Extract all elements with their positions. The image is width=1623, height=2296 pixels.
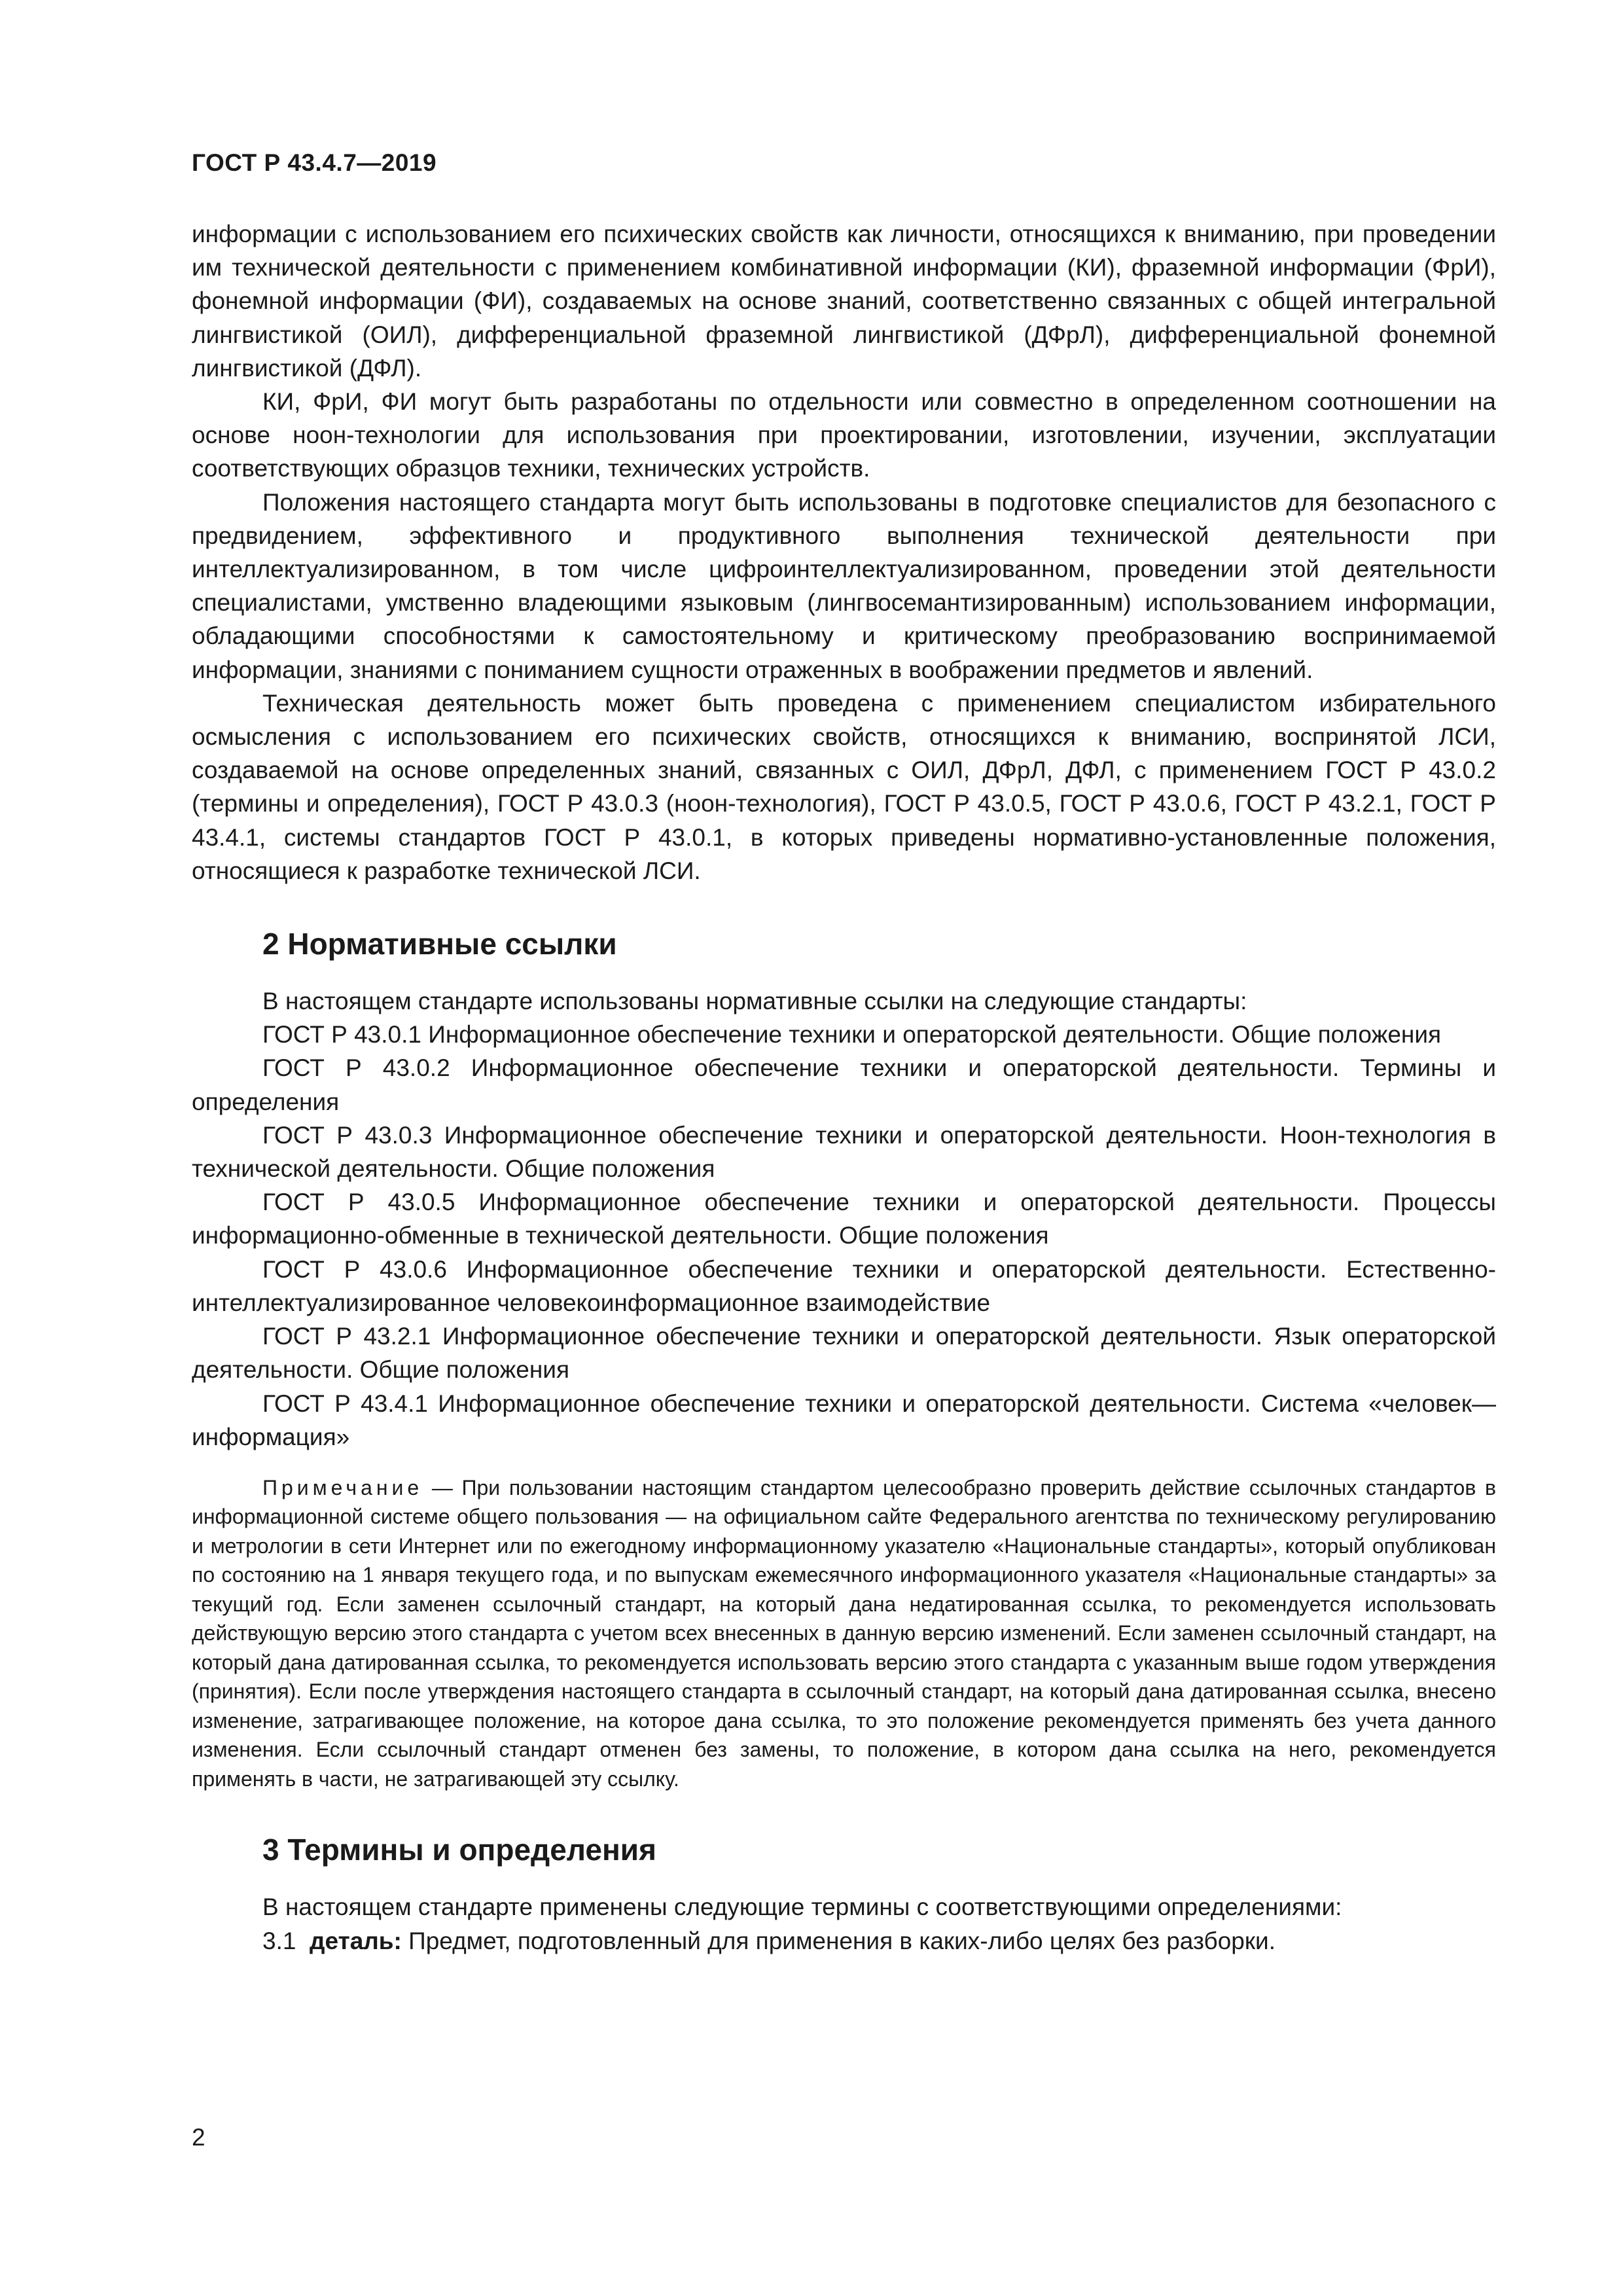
note (192, 1473, 1496, 1794)
term-definition-text: Предмет, подготовленный для применения в каких-либо целях без разборки. (401, 1927, 1275, 1954)
intro-paragraph-3: Положения настоящего стандарта могут быть использованы в подготовке специалистов для безопасного с предвидением, эффективного и продуктивного выполнения технической деятельности при интеллектуализированном, в том числе цифроинтеллектуализированном, проведении этой деятельности специалистами, умственно владеющими языковым (лингвосемантизированным) использованием информации, обладающими способностями к самостоятельному и критическому преобразованию воспринимаемой информации, знаниями с пониманием сущности отраженных в воображении предметов и явлений. (192, 488, 1496, 683)
note-label: Примечание (262, 1475, 423, 1499)
reference-item: ГОСТ Р 43.0.2 Информационное обеспечение техники и операторской деятельности. Термины и определения (192, 1054, 1496, 1115)
page-number: 2 (192, 2124, 205, 2151)
reference-item: ГОСТ Р 43.4.1 Информационное обеспечение техники и операторской деятельности. Система «человек—информация» (192, 1390, 1496, 1450)
reference-item: ГОСТ Р 43.0.1 Информационное обеспечение техники и операторской деятельности. Общие положения (262, 1021, 1442, 1049)
reference-item: ГОСТ Р 43.0.6 Информационное обеспечение техники и операторской деятельности. Естественно-интеллектуализированное человекоинформационное взаимодействие (192, 1255, 1496, 1316)
intro-paragraph-4: Техническая деятельность может быть проведена с применением специалистом избирательного осмысления с использованием его психических свойств, относящихся к вниманию, воспринятой ЛСИ, создаваемой на основе определенных знаний, связанных с ОИЛ, ДФрЛ, ДФЛ, с применением ГОСТ Р 43.0.2 (термины и определения), ГОСТ Р 43.0.3 (ноон-технология), ГОСТ Р 43.0.5, ГОСТ Р 43.0.6, ГОСТ Р 43.2.1, ГОСТ Р 43.4.1, системы стандартов ГОСТ Р 43.0.1, в которых приведены нормативно-установленные положения, относящиеся к разработке технической ЛСИ. (192, 689, 1496, 884)
section-2-heading: 2 Нормативные ссылки (262, 927, 617, 961)
intro-paragraph-1: информации с использованием его психических свойств как личности, относящихся к вниманию, при проведении им технической деятельности с применением комбинативной информации (КИ), фраземной информации (ФрИ), фонемной информации (ФИ), создаваемых на основе знаний, соответственно связанных с общей интегральной лингвистикой (ОИЛ), дифференциальной фраземной лингвистикой (ДФрЛ), дифференциальной фонемной лингвистикой (ДФЛ). (192, 221, 1496, 382)
page-content (192, 217, 1496, 1958)
intro-paragraph-2: КИ, ФрИ, ФИ могут быть разработаны по отдельности или совместно в определенном соотношении на основе ноон-технологии для использования при проектировании, изготовлении, изучении, эксплуатации соответствующих образцов техники, технических устройств. (192, 388, 1496, 482)
reference-item: ГОСТ Р 43.0.3 Информационное обеспечение техники и операторской деятельности. Ноон-технология в технической деятельности. Общие положения (192, 1121, 1496, 1183)
section-3-heading: 3 Термины и определения (262, 1833, 656, 1867)
term-definition (192, 1924, 1496, 1958)
term-number: 3.1 (262, 1927, 296, 1954)
document-code: ГОСТ Р 43.4.7—2019 (192, 149, 437, 176)
reference-item: ГОСТ Р 43.0.5 Информационное обеспечение техники и операторской деятельности. Процессы информационно-обменные в технической деятельности. Общие положения (192, 1189, 1496, 1249)
section-2-intro: В настоящем стандарте использованы нормативные ссылки на следующие стандарты: (262, 988, 1247, 1015)
section-3-intro: В настоящем стандарте применены следующие термины с соответствующими определениями: (262, 1893, 1342, 1921)
reference-item: ГОСТ Р 43.2.1 Информационное обеспечение техники и операторской деятельности. Язык операторской деятельности. Общие положения (192, 1323, 1496, 1384)
term-name: деталь: (310, 1927, 402, 1954)
note-text: — При пользовании настоящим стандартом целесообразно проверить действие ссылочных стандартов в информационной системе общего пользования — на официальном сайте Федерального агентства по техническому регулированию и метрологии в сети Интернет или по ежегодному информационному указателю «Национальные стандарты», который опубликован по состоянию на 1 января текущего года, и по выпускам ежемесячного информационного указателя «Национальные стандарты» за текущий год. Если заменен ссылочный стандарт, на который дана недатированная ссылка, то рекомендуется использовать действующую версию этого стандарта с учетом всех внесенных в данную версию изменений. Если заменен ссылочный стандарт, на который дана датированная ссылка, то рекомендуется использовать версию этого стандарта с указанным выше годом утверждения (принятия). Если после утверждения настоящего стандарта в ссылочный стандарт, на который дана датированная ссылка, внесено изменение, затрагивающее положение, на которое дана ссылка, то это положение рекомендуется применять без учета данного изменения. Если ссылочный стандарт отменен без замены, то положение, в котором дана ссылка на него, рекомендуется применять в части, не затрагивающей эту ссылку. (192, 1475, 1496, 1791)
